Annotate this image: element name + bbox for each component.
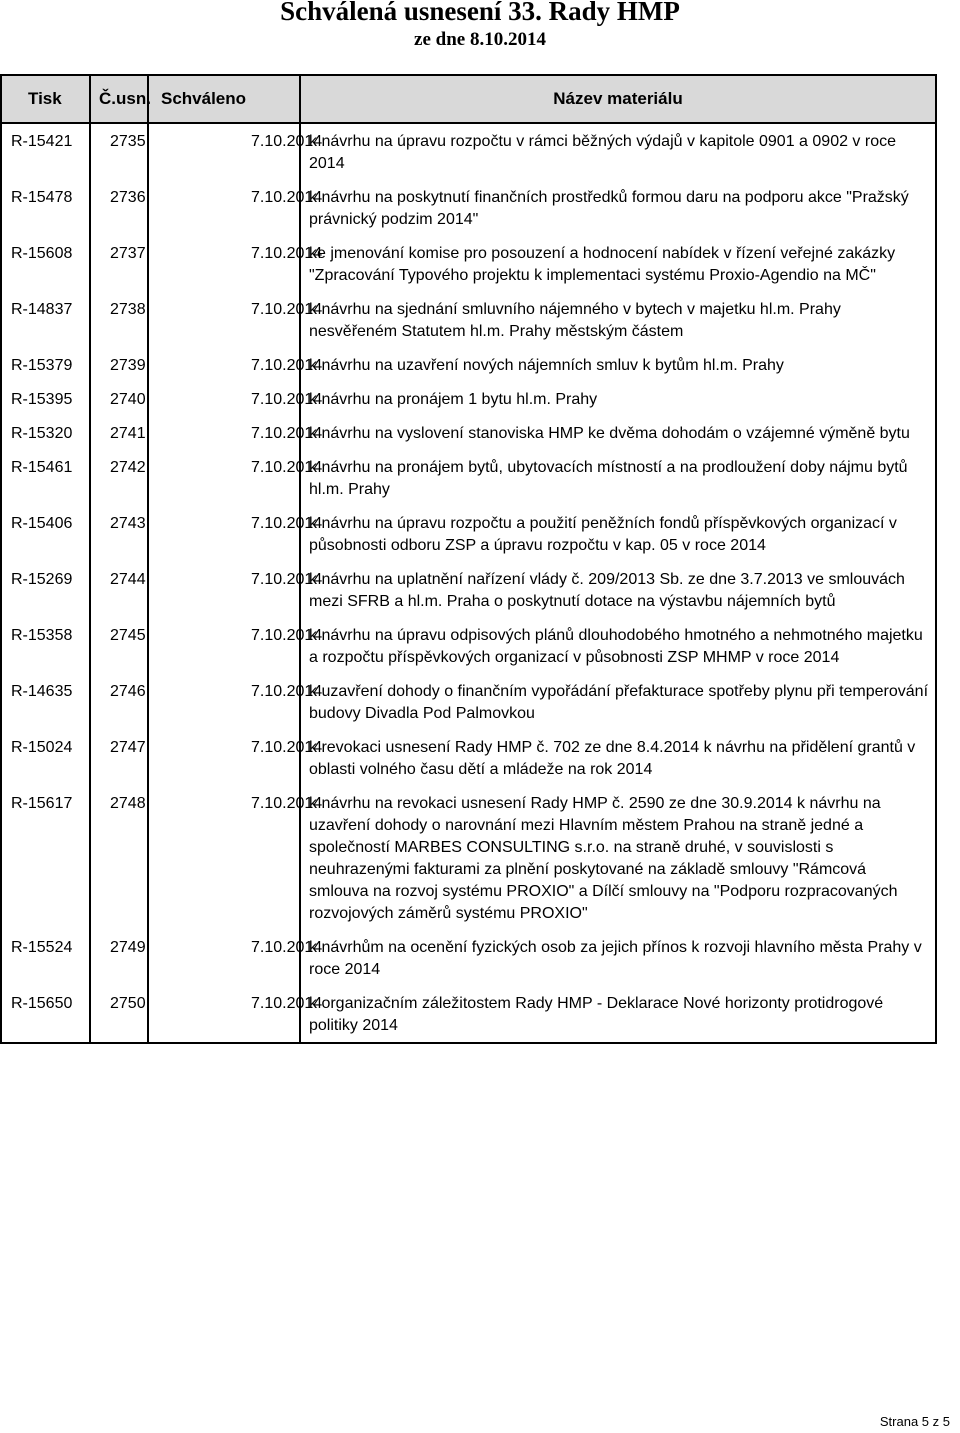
document-subtitle: ze dne 8.10.2014 — [414, 29, 546, 50]
cell-nazev: k návrhu na revokaci usnesení Rady HMP č. 2590 ze dne 30.9.2014 k návrhu na uzavření dohody o narovnání mezi Hlavním městem Prahou na straně jedné a společností MARBES CONSULTING s.r.o. na straně druhé, v souvislosti s neuhrazenými fakturami za plnění poskytované na základě smlouvy "Rámcová smlouva na rozvoj systému PROXIO" a Dílčí smlouvy na "Podporu rozpracovaných rozvojových záměrů systému PROXIO" — [300, 786, 936, 930]
cell-cusn: 2745 — [90, 618, 148, 674]
cell-tisk: R-15379 — [1, 348, 90, 382]
table-row — [1, 618, 936, 674]
cell-nazev: k návrhu na pronájem 1 bytu hl.m. Prahy — [300, 382, 936, 416]
table-row — [1, 986, 936, 1043]
column-header-schvaleno: Schváleno — [148, 75, 300, 123]
table-row — [1, 123, 936, 180]
cell-tisk: R-15395 — [1, 382, 90, 416]
table-header-row — [1, 75, 936, 123]
table-row — [1, 506, 936, 562]
cell-cusn: 2735 — [90, 123, 148, 180]
cell-cusn: 2736 — [90, 180, 148, 236]
cell-cusn: 2744 — [90, 562, 148, 618]
cell-tisk: R-15358 — [1, 618, 90, 674]
cell-schvaleno: 7.10.2014 — [148, 930, 300, 986]
table-row — [1, 674, 936, 730]
cell-nazev: k návrhu na sjednání smluvního nájemného v bytech v majetku hl.m. Prahy nesvěřeném Statutem hl.m. Prahy městským částem — [300, 292, 936, 348]
cell-nazev: k návrhu na uplatnění nařízení vlády č. 209/2013 Sb. ze dne 3.7.2013 ve smlouvách mezi SFRB a hl.m. Praha o poskytnutí dotace na výstavbu nájemních bytů — [300, 562, 936, 618]
cell-schvaleno: 7.10.2014 — [148, 292, 300, 348]
cell-cusn: 2738 — [90, 292, 148, 348]
cell-tisk: R-15421 — [1, 123, 90, 180]
cell-tisk: R-15608 — [1, 236, 90, 292]
cell-schvaleno: 7.10.2014 — [148, 786, 300, 930]
page-number: Strana 5 z 5 — [879, 1414, 950, 1429]
column-header-nazev: Název materiálu — [300, 75, 936, 123]
cell-cusn: 2737 — [90, 236, 148, 292]
cell-cusn: 2748 — [90, 786, 148, 930]
table-row — [1, 450, 936, 506]
cell-schvaleno: 7.10.2014 — [148, 180, 300, 236]
cell-tisk: R-14635 — [1, 674, 90, 730]
cell-schvaleno: 7.10.2014 — [148, 618, 300, 674]
cell-cusn: 2747 — [90, 730, 148, 786]
cell-schvaleno: 7.10.2014 — [148, 562, 300, 618]
table-row — [1, 562, 936, 618]
cell-tisk: R-15650 — [1, 986, 90, 1043]
cell-schvaleno: 7.10.2014 — [148, 416, 300, 450]
cell-tisk: R-15269 — [1, 562, 90, 618]
cell-tisk: R-15461 — [1, 450, 90, 506]
cell-nazev: k organizačním záležitostem Rady HMP - Deklarace Nové horizonty protidrogové politiky 2014 — [300, 986, 936, 1043]
cell-nazev: ke jmenování komise pro posouzení a hodnocení nabídek v řízení veřejné zakázky "Zpracování Typového projektu k implementaci systému Proxio-Agendio na MČ" — [300, 236, 936, 292]
cell-schvaleno: 7.10.2014 — [148, 236, 300, 292]
cell-schvaleno: 7.10.2014 — [148, 450, 300, 506]
resolutions-table — [0, 74, 937, 1044]
table-row — [1, 236, 936, 292]
table-row — [1, 180, 936, 236]
cell-cusn: 2739 — [90, 348, 148, 382]
table-row — [1, 348, 936, 382]
cell-nazev: k návrhům na ocenění fyzických osob za jejich přínos k rozvoji hlavního města Prahy v roce 2014 — [300, 930, 936, 986]
cell-nazev: k návrhu na pronájem bytů, ubytovacích místností a na prodloužení doby nájmu bytů hl.m. Prahy — [300, 450, 936, 506]
cell-schvaleno: 7.10.2014 — [148, 730, 300, 786]
cell-tisk: R-15024 — [1, 730, 90, 786]
cell-schvaleno: 7.10.2014 — [148, 506, 300, 562]
cell-nazev: k návrhu na úpravu rozpočtu v rámci běžných výdajů v kapitole 0901 a 0902 v roce 2014 — [300, 123, 936, 180]
table-row — [1, 930, 936, 986]
cell-schvaleno: 7.10.2014 — [148, 382, 300, 416]
cell-schvaleno: 7.10.2014 — [148, 674, 300, 730]
cell-cusn: 2741 — [90, 416, 148, 450]
table-row — [1, 416, 936, 450]
cell-tisk: R-15320 — [1, 416, 90, 450]
column-header-cusn: Č.usn. — [90, 75, 148, 123]
cell-nazev: k revokaci usnesení Rady HMP č. 702 ze dne 8.4.2014 k návrhu na přidělení grantů v oblasti volného času dětí a mládeže na rok 2014 — [300, 730, 936, 786]
cell-nazev: k uzavření dohody o finančním vypořádání přefakturace spotřeby plynu při temperování budovy Divadla Pod Palmovkou — [300, 674, 936, 730]
cell-nazev: k návrhu na vyslovení stanoviska HMP ke dvěma dohodám o vzájemné výměně bytu — [300, 416, 936, 450]
document-header — [0, 0, 960, 51]
cell-nazev: k návrhu na uzavření nových nájemních smluv k bytům hl.m. Prahy — [300, 348, 936, 382]
cell-schvaleno: 7.10.2014 — [148, 986, 300, 1043]
table-row — [1, 786, 936, 930]
cell-nazev: k návrhu na úpravu rozpočtu a použití peněžních fondů příspěvkových organizací v působnosti odboru ZSP a úpravu rozpočtu v kap. 05 v roce 2014 — [300, 506, 936, 562]
document-title: Schválená usnesení 33. Rady HMP — [280, 0, 680, 26]
cell-cusn: 2740 — [90, 382, 148, 416]
cell-cusn: 2749 — [90, 930, 148, 986]
cell-schvaleno: 7.10.2014 — [148, 123, 300, 180]
cell-nazev: k návrhu na úpravu odpisových plánů dlouhodobého hmotného a nehmotného majetku a rozpočtu příspěvkových organizací v působnosti ZSP MHMP v roce 2014 — [300, 618, 936, 674]
cell-schvaleno: 7.10.2014 — [148, 348, 300, 382]
cell-tisk: R-15478 — [1, 180, 90, 236]
cell-nazev: k návrhu na poskytnutí finančních prostředků formou daru na podporu akce "Pražský právnický podzim 2014" — [300, 180, 936, 236]
cell-tisk: R-15524 — [1, 930, 90, 986]
cell-tisk: R-15406 — [1, 506, 90, 562]
table-row — [1, 730, 936, 786]
column-header-tisk: Tisk — [1, 75, 90, 123]
cell-tisk: R-15617 — [1, 786, 90, 930]
cell-cusn: 2746 — [90, 674, 148, 730]
cell-tisk: R-14837 — [1, 292, 90, 348]
table-row — [1, 292, 936, 348]
cell-cusn: 2750 — [90, 986, 148, 1043]
cell-cusn: 2742 — [90, 450, 148, 506]
table-row — [1, 382, 936, 416]
cell-cusn: 2743 — [90, 506, 148, 562]
